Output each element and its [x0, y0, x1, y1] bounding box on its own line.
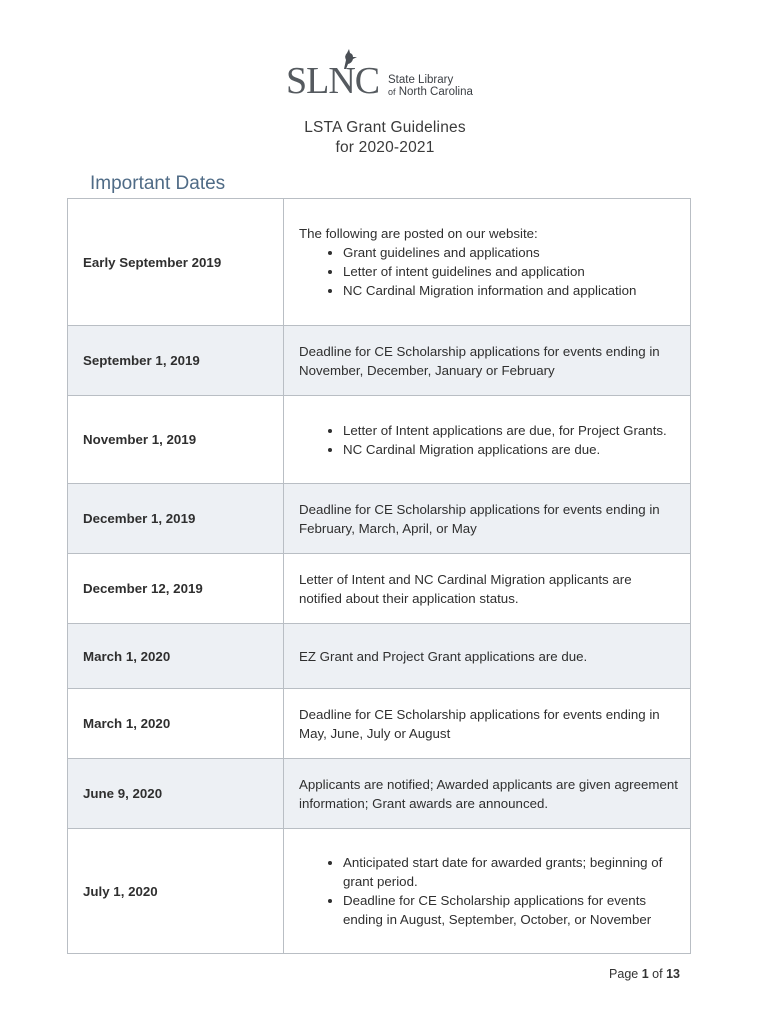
page-number — [609, 967, 680, 981]
date-cell: December 1, 2019 — [68, 484, 284, 554]
table-row — [68, 759, 691, 829]
description-cell — [284, 829, 691, 954]
section-heading: Important Dates — [90, 173, 226, 194]
bullet-list — [299, 421, 678, 459]
date-cell: June 9, 2020 — [68, 759, 284, 829]
page-current: 1 — [641, 967, 649, 981]
date-cell: July 1, 2020 — [68, 829, 284, 954]
logo-line-2 — [388, 86, 473, 98]
document-title-line-2: for 2020-2021 — [335, 139, 435, 156]
list-item: • Letter of Intent applications are due, for Project Grants. — [343, 421, 678, 440]
date-cell: September 1, 2019 — [68, 326, 284, 396]
description-intro: The following are posted on our website: — [299, 226, 538, 241]
important-dates-table — [67, 198, 691, 954]
list-item: • Letter of intent guidelines and application — [343, 262, 678, 281]
description-cell — [284, 396, 691, 484]
date-cell: Early September 2019 — [68, 199, 284, 326]
page-total: 13 — [666, 967, 680, 981]
list-item: • Grant guidelines and applications — [343, 243, 678, 262]
table-row — [68, 689, 691, 759]
table-row — [68, 396, 691, 484]
document-title-line-1: LSTA Grant Guidelines — [304, 119, 466, 136]
date-cell: November 1, 2019 — [68, 396, 284, 484]
table-row — [68, 624, 691, 689]
description-cell: Deadline for CE Scholarship applications for events ending in May, June, July or August — [284, 689, 691, 759]
logo-line-1: State Library — [388, 74, 454, 86]
table-row — [68, 326, 691, 396]
date-cell: March 1, 2020 — [68, 624, 284, 689]
of-word: of — [652, 967, 663, 981]
table-row — [68, 484, 691, 554]
description-cell: EZ Grant and Project Grant applications are due. — [284, 624, 691, 689]
logo-line-2-prefix: of — [388, 87, 396, 97]
list-item: • Deadline for CE Scholarship applications for events ending in August, September, October, or November — [343, 891, 678, 929]
logo-subtitle — [388, 74, 473, 98]
document-title — [0, 118, 770, 158]
table-row — [68, 829, 691, 954]
description-cell: Deadline for CE Scholarship applications for events ending in November, December, January or February — [284, 326, 691, 396]
table-row — [68, 554, 691, 624]
logo-wordmark: SLNC — [286, 60, 380, 102]
list-item: • Anticipated start date for awarded grants; beginning of grant period. — [343, 853, 678, 891]
bullet-list — [299, 853, 678, 929]
table-row — [68, 199, 691, 326]
logo-line-2-rest: North Carolina — [398, 86, 473, 98]
slnc-logo — [286, 46, 486, 102]
date-cell: March 1, 2020 — [68, 689, 284, 759]
description-cell: Letter of Intent and NC Cardinal Migration applicants are notified about their application status. — [284, 554, 691, 624]
date-cell: December 12, 2019 — [68, 554, 284, 624]
page-word: Page — [609, 967, 639, 981]
list-item: • NC Cardinal Migration applications are due. — [343, 440, 678, 459]
list-item: • NC Cardinal Migration information and application — [343, 281, 678, 300]
cardinal-bird-icon — [338, 48, 358, 70]
bullet-list — [299, 243, 678, 300]
description-cell: Applicants are notified; Awarded applicants are given agreement information; Grant awards are announced. — [284, 759, 691, 829]
description-cell: Deadline for CE Scholarship applications for events ending in February, March, April, or May — [284, 484, 691, 554]
description-cell — [284, 199, 691, 326]
